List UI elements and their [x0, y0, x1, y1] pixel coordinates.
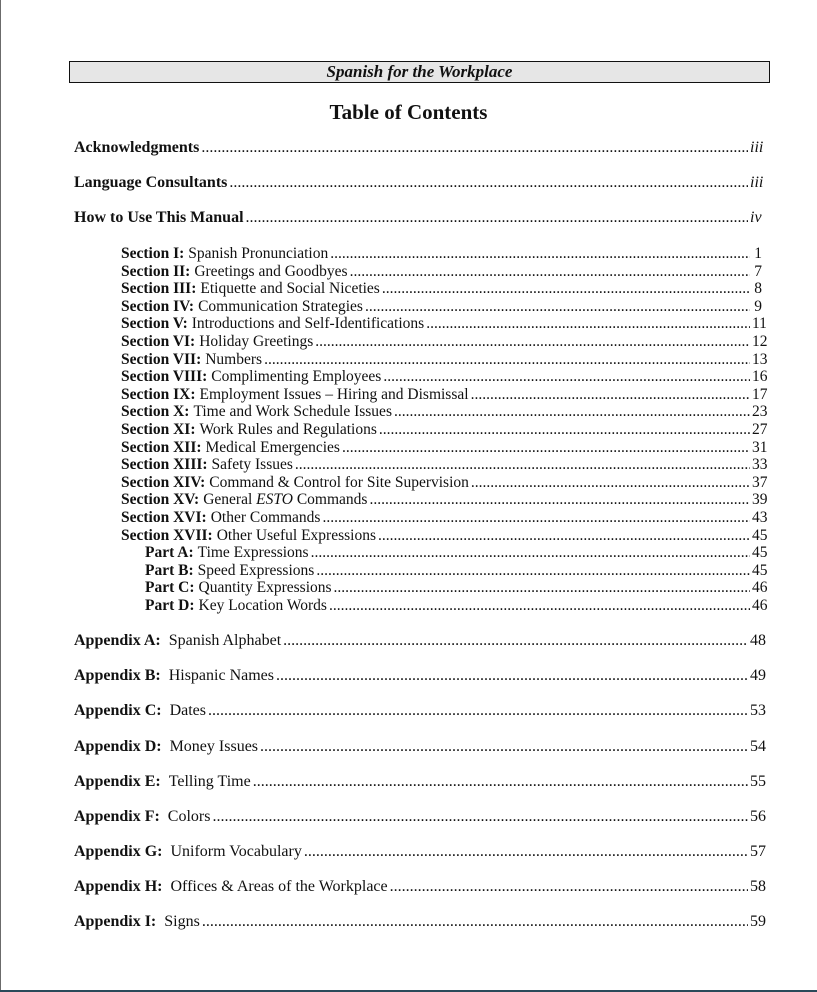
section-number: Section III: [121, 280, 197, 298]
section-number: Section VI: [121, 333, 196, 350]
section-title: Spanish Pronunciation [188, 245, 329, 262]
dot-leader [382, 280, 750, 298]
dot-leader [330, 245, 750, 263]
toc-entry-appendix-f[interactable] [74, 808, 766, 826]
toc-entry-page: iii [750, 174, 764, 191]
section-title: Greetings and Goodbyes [194, 262, 348, 280]
dot-leader [276, 667, 748, 685]
section-number: Section II: [121, 262, 191, 280]
dot-leader [212, 808, 748, 826]
section-number: Section VII: [121, 350, 202, 368]
section-title: Holiday Greetings [199, 333, 314, 350]
toc-entry-page: 57 [750, 843, 766, 860]
section-number: Section XV: [121, 491, 200, 509]
toc-entry-page: iii [750, 139, 764, 156]
dot-leader [334, 579, 750, 597]
dot-leader [383, 368, 750, 386]
dot-leader [229, 174, 748, 192]
appendix-title: Telling Time [168, 773, 251, 790]
appendix-number: Appendix D: [74, 738, 162, 755]
section-title [203, 491, 367, 509]
appendix-title: Hispanic Names [168, 667, 275, 684]
appendix-title: Offices & Areas of the Workplace [170, 878, 388, 895]
dot-leader [350, 263, 750, 281]
section-title: Etiquette and Social Niceties [200, 280, 380, 298]
toc-entry-page: 13 [752, 350, 768, 368]
running-header [69, 61, 770, 83]
dot-leader [394, 403, 750, 421]
toc-entry-section-14[interactable] [121, 473, 768, 492]
part-title: Speed Expressions [197, 561, 315, 579]
appendix-number: Appendix B: [74, 667, 161, 684]
section-number: Section VIII: [121, 368, 208, 386]
dot-leader [471, 474, 750, 492]
dot-leader [264, 351, 750, 369]
section-title: Other Commands [210, 509, 321, 526]
section-title: Complimenting Employees [211, 368, 382, 386]
toc-entry-page: 46 [752, 597, 768, 614]
toc-entry-appendix-c[interactable] [74, 702, 766, 720]
toc-entry-label: Language Consultants [74, 174, 228, 191]
appendix-number: Appendix F: [74, 808, 160, 825]
toc-entry-section-17[interactable] [121, 526, 768, 545]
toc-entry-page: 39 [752, 491, 768, 509]
appendix-title: Dates [169, 702, 207, 719]
appendix-number: Appendix G: [74, 843, 163, 860]
section-number: Section I: [121, 245, 185, 262]
toc-entry-page: 1 [754, 245, 762, 262]
toc-entry-page: 16 [752, 368, 768, 386]
toc-entry-section-5[interactable] [121, 315, 767, 333]
section-title-pre: General [203, 491, 257, 509]
toc-entry-page: 59 [750, 913, 766, 930]
dot-leader [369, 491, 750, 509]
appendix-title: Money Issues [169, 738, 259, 755]
toc-entry-appendix-g[interactable] [74, 843, 766, 861]
toc-entry-page: 56 [750, 808, 766, 825]
toc-entry-appendix-h[interactable] [74, 878, 766, 896]
dot-leader [390, 878, 748, 896]
dot-leader [316, 562, 750, 580]
toc-entry-section-12[interactable] [121, 438, 768, 457]
toc-entry-section-6[interactable] [121, 333, 768, 351]
section-number: Section IV: [121, 297, 195, 315]
toc-entry-section-10[interactable] [121, 403, 768, 421]
toc-entry-section-11[interactable] [121, 421, 768, 439]
toc-entry-page: 46 [752, 579, 768, 597]
toc-entry-page: 45 [752, 561, 768, 579]
dot-leader [246, 209, 748, 227]
section-number: Section XIII: [121, 456, 208, 474]
dot-leader [322, 509, 750, 527]
section-title: Command & Control for Site Supervision [209, 473, 469, 491]
toc-entry-how-to-use[interactable] [74, 209, 760, 227]
running-header-title: Spanish for the Workplace [326, 62, 513, 81]
appendix-number: Appendix H: [74, 878, 163, 895]
dot-leader [426, 315, 750, 333]
section-title-italic: ESTO [256, 491, 293, 509]
section-title-post: Commands [292, 491, 368, 509]
toc-entry-appendix-a[interactable] [74, 632, 766, 650]
toc-entry-part-b[interactable] [145, 561, 768, 580]
toc-entry-language-consultants[interactable] [74, 174, 764, 192]
dot-leader [342, 439, 750, 457]
dot-leader [365, 298, 750, 316]
toc-entry-page: 33 [752, 456, 768, 474]
section-title: Work Rules and Regulations [199, 421, 377, 438]
toc-entry-section-3[interactable] [121, 280, 762, 298]
section-title: Numbers [205, 350, 263, 368]
appendix-number: Appendix C: [74, 702, 162, 719]
section-title: Medical Emergencies [205, 438, 340, 456]
section-title: Other Useful Expressions [216, 526, 376, 544]
toc-entry-page: 45 [752, 544, 768, 562]
toc-entry-page: 8 [754, 280, 762, 298]
toc-entry-page: 11 [752, 315, 767, 333]
section-title: Introductions and Self-Identifications [191, 315, 425, 333]
part-number: Part A: [145, 544, 194, 562]
toc-entry-appendix-i[interactable] [74, 913, 766, 931]
dot-leader [260, 738, 748, 756]
dot-leader [471, 386, 750, 404]
appendix-title: Colors [167, 808, 211, 825]
toc-entry-page: 54 [750, 738, 766, 755]
dot-leader [315, 333, 750, 351]
toc-entry-page: 55 [750, 773, 766, 790]
dot-leader [329, 597, 750, 615]
part-number: Part C: [145, 579, 195, 597]
dot-leader [283, 632, 748, 650]
section-number: Section XIV: [121, 473, 206, 491]
toc-entry-label: Acknowledgments [74, 139, 200, 156]
section-number: Section XII: [121, 438, 202, 456]
section-number: Section V: [121, 315, 188, 333]
toc-entry-section-1[interactable] [121, 245, 762, 263]
dot-leader [201, 139, 748, 157]
toc-entry-page: 48 [750, 632, 766, 649]
appendix-title: Signs [164, 913, 200, 930]
appendix-number: Appendix E: [74, 773, 161, 790]
appendix-number: Appendix A: [74, 632, 161, 649]
section-number: Section IX: [121, 385, 196, 403]
toc-entry-section-7[interactable] [121, 350, 768, 369]
toc-entry-page: 17 [752, 385, 768, 403]
toc-entry-page: 37 [752, 473, 768, 491]
toc-entry-page: 43 [752, 509, 768, 526]
toc-entry-page: 7 [754, 262, 762, 280]
toc-entry-page: 45 [752, 526, 768, 544]
page-edge [0, 0, 1, 992]
part-number: Part B: [145, 561, 194, 579]
part-title: Quantity Expressions [198, 579, 332, 597]
dot-leader [304, 843, 748, 861]
part-title: Key Location Words [198, 597, 327, 614]
section-number: Section X: [121, 403, 190, 421]
toc-entry-part-a[interactable] [145, 544, 768, 562]
toc-entry-section-2[interactable] [121, 263, 762, 281]
toc-entry-page: 58 [750, 878, 766, 895]
toc-entry-section-16[interactable] [121, 509, 768, 527]
dot-leader [378, 527, 750, 545]
toc-entry-page: 9 [754, 297, 762, 315]
toc-entry-part-c[interactable] [145, 579, 768, 597]
toc-entry-page: 27 [752, 421, 768, 438]
toc-entry-acknowledgments[interactable] [74, 139, 764, 157]
section-number: Section XVII: [121, 526, 213, 544]
dot-leader [379, 421, 750, 439]
part-title: Time Expressions [197, 544, 309, 562]
dot-leader [208, 702, 748, 720]
dot-leader [311, 544, 750, 562]
toc-entry-appendix-b[interactable] [74, 667, 766, 685]
part-number: Part D: [145, 597, 195, 614]
section-title: Communication Strategies [198, 297, 363, 315]
appendix-title: Uniform Vocabulary [170, 843, 302, 860]
appendix-number: Appendix I: [74, 913, 157, 930]
section-title: Safety Issues [211, 456, 293, 474]
toc-entry-section-13[interactable] [121, 456, 768, 474]
page-title: Table of Contents [329, 100, 488, 124]
dot-leader [202, 913, 748, 931]
section-number: Section XVI: [121, 509, 207, 526]
section-number: Section XI: [121, 421, 196, 438]
toc-entry-section-4[interactable] [121, 298, 762, 316]
toc-entry-page: 12 [752, 333, 768, 350]
toc-entry-page: 23 [752, 403, 768, 421]
section-title: Employment Issues – Hiring and Dismissal [199, 385, 469, 403]
toc-entry-page: 49 [750, 667, 766, 684]
toc-entry-page: iv [750, 209, 762, 226]
toc-entry-section-8[interactable] [121, 368, 768, 386]
toc-entry-appendix-d[interactable] [74, 738, 766, 756]
appendix-title: Spanish Alphabet [168, 632, 282, 649]
toc-entry-section-15[interactable] [121, 491, 768, 509]
toc-entry-appendix-e[interactable] [74, 773, 766, 791]
toc-entry-section-9[interactable] [121, 385, 768, 404]
toc-entry-page: 31 [752, 438, 768, 456]
toc-entry-part-d[interactable] [145, 597, 768, 615]
dot-leader [253, 773, 748, 791]
dot-leader [295, 456, 750, 474]
toc-entry-label: How to Use This Manual [74, 209, 244, 226]
toc-entry-page: 53 [750, 702, 766, 719]
section-title: Time and Work Schedule Issues [193, 403, 392, 421]
